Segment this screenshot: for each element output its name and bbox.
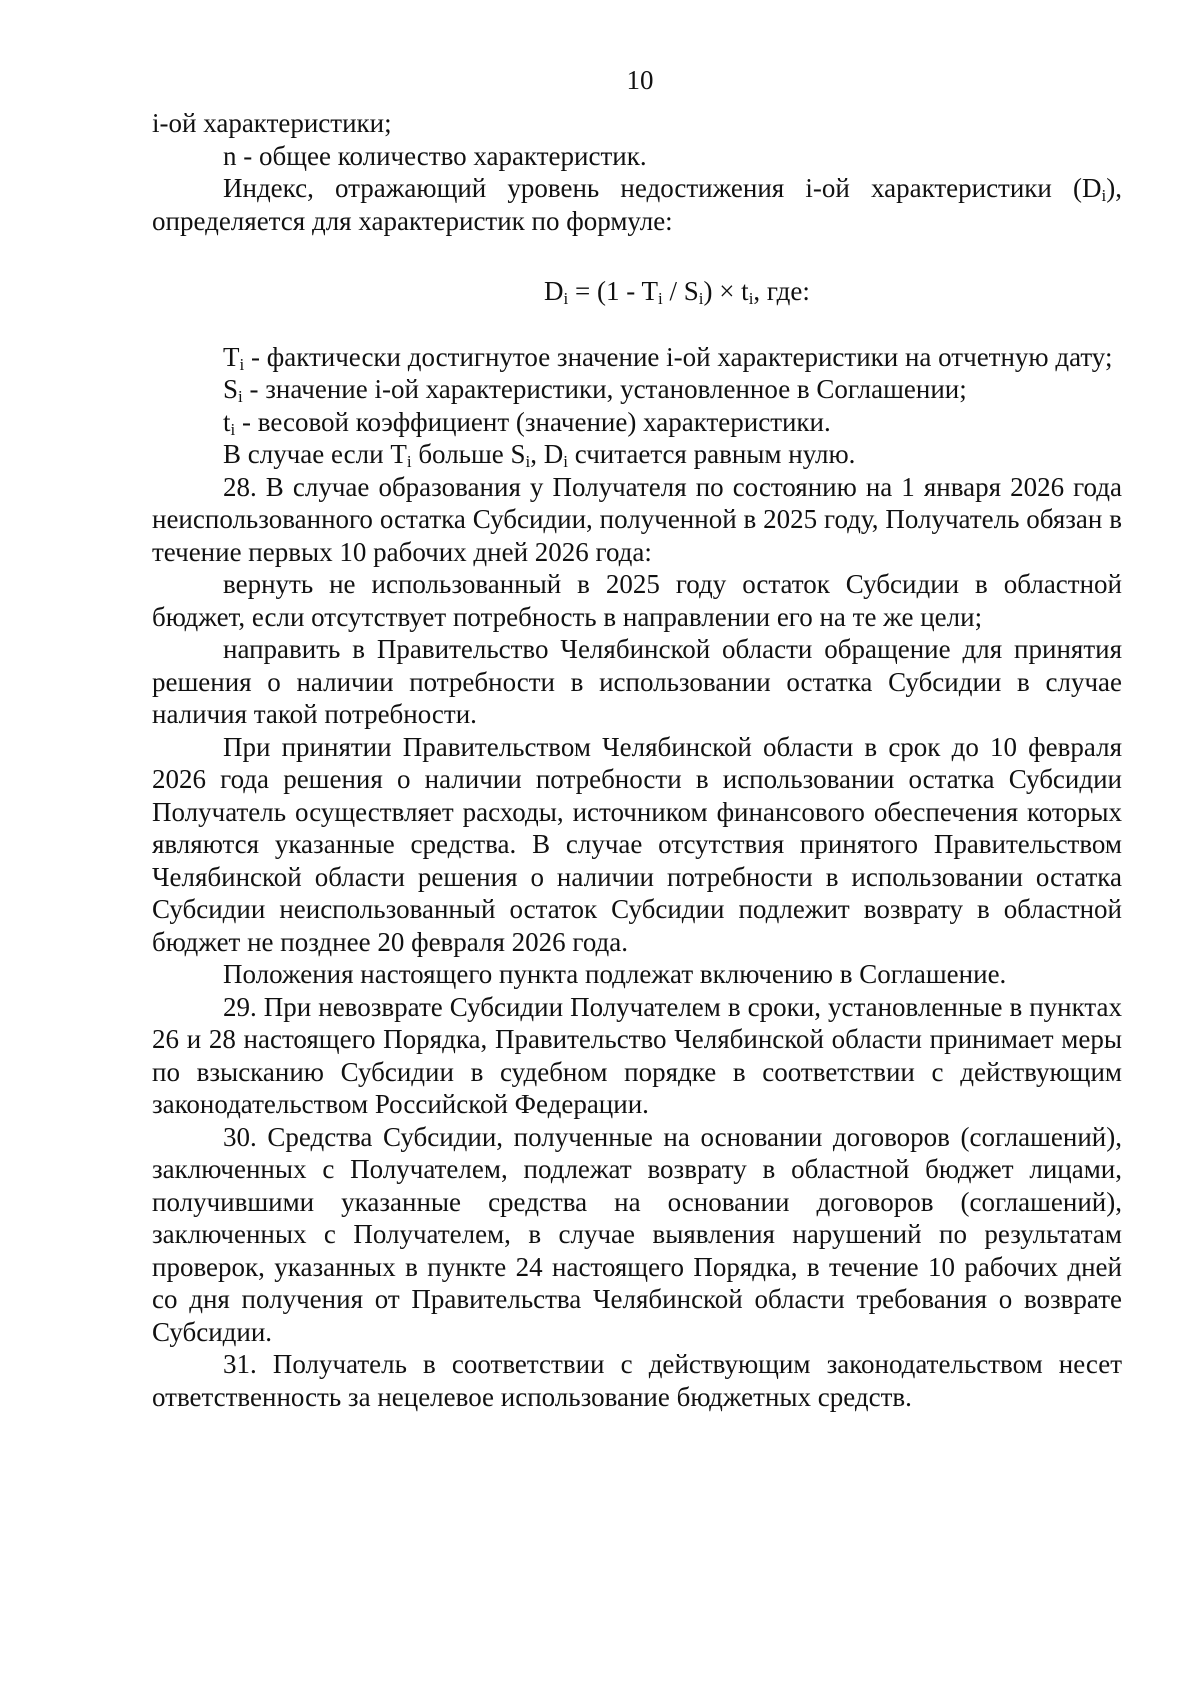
formula-part: , где:	[753, 276, 810, 306]
paragraph-weight-definition	[152, 406, 1122, 439]
paragraph-zero-rule	[152, 438, 1122, 471]
clause-28-return: вернуть не использованный в 2025 году остаток Субсидии в областной бюджет, если отсутствует потребность в направлении его на те же цели;	[152, 569, 1122, 632]
subscript: i	[748, 289, 754, 308]
clause-28-decision: При принятии Правительством Челябинской области в срок до 10 февраля 2026 года решения о наличии потребности в использовании остатка Субсидии Получатель осуществляет расходы, источником финансового обеспечения которых являются указанные средства. В случае отсутствия принятого Правительством Челябинской области решения о наличии потребности в использовании остатка Субсидии неиспользованный остаток Субсидии подлежит возврату в областной бюджет не позднее 20 февраля 2026 года.	[152, 731, 1122, 957]
subscript: i	[238, 387, 243, 406]
text-run: - фактически достигнутое значение i-ой характеристики на отчетную дату;	[244, 341, 1113, 372]
subscript: i	[239, 354, 245, 374]
text-run: - значение i-ой характеристики, установленное в Соглашении;	[242, 374, 967, 404]
page-number: 10	[626, 65, 654, 95]
formula-part: = (1 - T	[568, 276, 658, 306]
paragraph-n-definition: n - общее количество характеристик.	[223, 140, 647, 171]
formula-part: ) × t	[703, 276, 749, 306]
text-run: больше S	[411, 439, 526, 469]
text-run: , D	[530, 439, 564, 469]
clause-28: 28. В случае образования у Получателя по состоянию на 1 января 2026 года неиспользованного остатка Субсидии, полученной в 2025 году, Получатель обязан в течение первых 10 рабочих дней 2026 года:	[152, 471, 1122, 567]
text-run: T	[223, 341, 240, 372]
formula-part: D	[544, 276, 564, 306]
subscript: i	[563, 452, 568, 471]
clause-31: 31. Получатель в соответствии с действующим законодательством несет ответственность за нецелевое использование бюджетных средств.	[152, 1349, 1122, 1412]
formula	[544, 275, 1122, 308]
paragraph-continuation: i-ой характеристики;	[152, 108, 392, 138]
clause-28-agreement: Положения настоящего пункта подлежат включению в Соглашение.	[223, 959, 1007, 989]
subscript: i	[406, 452, 412, 471]
paragraph-ti-definition	[152, 341, 1122, 374]
text-run: Индекс, отражающий уровень недостижения i-ой характеристики (D	[223, 173, 1102, 203]
subscript: i	[230, 419, 236, 439]
subscript: i	[698, 289, 704, 308]
text-run: - весовой коэффициент (значение) характеристики.	[235, 406, 831, 437]
subscript: i	[563, 289, 569, 308]
paragraph-si-definition	[152, 373, 1122, 406]
clause-30: 30. Средства Субсидии, полученные на основании договоров (соглашений), заключенных с Получателем, подлежат возврату в областной бюджет лицами, получившими указанные средства на основании договоров (соглашений), заключенных с Получателем, в случае выявления нарушений по результатам проверок, указанных в пункте 24 настоящего Порядка, в течение 10 рабочих дней со дня получения от Правительства Челябинской области требования о возврате Субсидии.	[152, 1121, 1122, 1347]
clause-29: 29. При невозврате Субсидии Получателем в сроки, установленные в пунктах 26 и 28 настоящего Порядка, Правительство Челябинской области принимает меры по взысканию Субсидии в судебном порядке в соответствии с действующим законодательством Российской Федерации.	[152, 991, 1122, 1119]
subscript: i	[657, 289, 663, 308]
subscript: i	[1101, 186, 1107, 205]
text-run: ), определяется для характеристик по формуле:	[152, 173, 1122, 236]
document-body	[152, 107, 1122, 1413]
text-run: t	[223, 406, 231, 437]
paragraph-index-definition	[152, 172, 1122, 237]
formula-part: / S	[662, 276, 699, 306]
text-run: считается равным нулю.	[568, 439, 856, 469]
text-run: В случае если T	[223, 439, 407, 469]
subscript: i	[525, 452, 531, 471]
clause-28-request: направить в Правительство Челябинской области обращение для принятия решения о наличии потребности в использовании остатка Субсидии в случае наличия такой потребности.	[152, 634, 1122, 729]
text-run: S	[223, 374, 239, 404]
